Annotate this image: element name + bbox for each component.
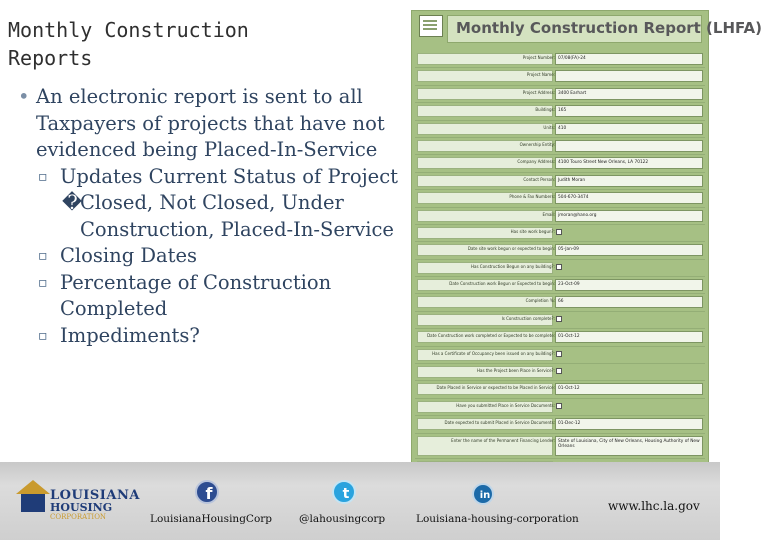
report-field-row (415, 294, 705, 311)
field-label: Has the Project been Place in Service?: (477, 368, 555, 374)
report-header (412, 11, 762, 48)
report-field-row (415, 225, 705, 242)
sub-bullet-impediments (14, 323, 414, 350)
report-field-row (415, 242, 705, 259)
report-field-row (415, 190, 705, 207)
field-checkbox[interactable] (556, 368, 562, 374)
report-form-screenshot (411, 10, 762, 472)
logo-house-shape (21, 494, 45, 512)
report-field-row (415, 364, 705, 381)
sub-bullet-marker: ▫ (38, 274, 48, 291)
sub-bullet-percentage (14, 270, 414, 323)
facebook-glyph: f (205, 484, 213, 503)
sub-sub-bullet-status-values (14, 190, 414, 243)
field-label: Date site work begun or expected to begin: (467, 246, 555, 252)
report-field-row (415, 138, 705, 155)
field-label: Buildings: (535, 107, 555, 113)
logo-text-line2: HOUSING (50, 501, 113, 514)
slide-title (8, 16, 388, 72)
bullet-text: An electronic report is sent to all Taxpayers of projects that have not evidenced being Placed-In-Service (36, 85, 385, 161)
field-label: Has site work begun?: (510, 228, 555, 234)
field-label: Project Number: (522, 55, 555, 60)
field-label-box (417, 123, 553, 135)
lhc-logo (16, 476, 140, 524)
report-field-row (415, 434, 705, 459)
report-field-row (415, 51, 705, 68)
logo-text-line1: LOUISIANA (50, 488, 140, 503)
field-checkbox[interactable] (556, 229, 562, 235)
report-field-row (415, 260, 705, 277)
report-field-row (415, 68, 705, 85)
field-label: Enter the name of the Permanent Financing Lender: (451, 437, 555, 443)
sub-bullet-text: Updates Current Status of Project (60, 164, 398, 188)
field-value[interactable]: jmoran@hano.org (555, 210, 703, 222)
field-label: Has a Certificate of Occupancy been issued on any building?: (432, 350, 555, 356)
document-icon (419, 15, 443, 37)
linkedin-glyph: in (479, 490, 491, 501)
field-value[interactable] (555, 140, 703, 152)
sub-bullet-text: Impediments? (60, 323, 200, 347)
facebook-label[interactable]: LouisianaHousingCorp (150, 513, 273, 525)
report-field-row (415, 208, 705, 225)
field-value[interactable]: 165 (555, 105, 703, 117)
logo-text-line3: CORPORATION (50, 513, 107, 521)
logo-roof-shape (16, 480, 50, 494)
field-checkbox[interactable] (556, 403, 562, 409)
field-label: Date Construction work Begun or Expected to begin: (449, 281, 555, 287)
field-value[interactable]: 05-Jan-09 (555, 244, 703, 256)
twitter-icon[interactable] (332, 480, 356, 504)
report-field-row (415, 103, 705, 120)
linkedin-icon[interactable] (472, 483, 494, 505)
field-checkbox[interactable] (556, 351, 562, 357)
field-value[interactable]: 4100 Touro Street New Orleans, LA 70122 (555, 157, 703, 169)
sub-bullet-marker: ▫ (38, 248, 48, 264)
report-field-row (415, 416, 705, 433)
field-label: Ownership Entity: (519, 141, 555, 147)
report-field-row (415, 381, 705, 398)
sub-sub-bullet-marker: � (62, 191, 82, 214)
slide-title-line1: Monthly Construction (8, 18, 249, 42)
field-label: Contact Person: (523, 176, 555, 182)
field-checkbox[interactable] (556, 264, 562, 270)
report-field-row (415, 312, 705, 329)
field-label: Project Name: (526, 72, 555, 78)
sub-bullet-text: Percentage of Construction Completed (60, 270, 332, 320)
sub-bullet-marker: ▫ (38, 327, 48, 344)
field-checkbox[interactable] (556, 316, 562, 322)
report-field-row (415, 277, 705, 294)
field-value[interactable]: 01-Oct-12 (555, 331, 703, 343)
field-value[interactable]: Judith Moran (555, 175, 703, 187)
report-title: Monthly Construction Report (LHFA) (456, 19, 762, 37)
field-value[interactable]: State of Louisiana, City of New Orleans, Housing Authority of New Orleans (555, 436, 703, 456)
slide-title-line2: Reports (8, 46, 93, 70)
sub-bullet-closing-dates (14, 243, 414, 270)
field-label: Date expected to submit Placed in Service Documents: (444, 420, 555, 426)
sub-bullet-marker: ▫ (38, 168, 48, 185)
field-label-box (417, 210, 553, 222)
field-label: Email: (542, 211, 555, 217)
field-label: Company Address: (517, 159, 555, 165)
report-field-row (415, 86, 705, 103)
report-field-row (415, 399, 705, 416)
field-value[interactable]: 3400 Earhart (555, 88, 703, 100)
website-link[interactable]: www.lhc.la.gov (608, 499, 700, 513)
sub-bullet-status (14, 164, 414, 191)
field-label: Date Placed in Service or expected to be Placed in Service: (436, 385, 555, 391)
bullet-item (14, 84, 414, 164)
report-field-row (415, 329, 705, 346)
bullet-list (14, 84, 414, 349)
field-value[interactable]: 23-Oct-09 (555, 279, 703, 291)
field-label: Units: (543, 124, 555, 130)
report-title-box (447, 15, 762, 43)
field-label: Project Address: (522, 89, 555, 95)
bullet-marker: • (18, 85, 30, 108)
field-label-box (417, 105, 553, 117)
field-value[interactable]: 01-Dec-12 (555, 418, 703, 430)
sub-bullet-text: Closing Dates (60, 244, 198, 267)
field-value[interactable]: 66 (555, 296, 703, 308)
report-field-row (415, 347, 705, 364)
report-field-row (415, 155, 705, 172)
field-label: Has Construction Begun on any building?: (470, 263, 555, 269)
field-value[interactable]: 07/08(FA)-24 (555, 53, 703, 65)
twitter-glyph: t (342, 486, 350, 502)
field-label: Have you submitted Place in Service Documents: (456, 402, 555, 408)
sub-sub-bullet-text: Closed, Not Closed, Under Construction, Placed-In-Service (80, 191, 394, 241)
report-field-row (415, 121, 705, 138)
report-field-row (415, 173, 705, 190)
field-value[interactable]: 410 (555, 123, 703, 135)
field-value[interactable]: 504-670-3474 (555, 192, 703, 204)
twitter-label[interactable]: @lahousingcorp (299, 513, 386, 525)
field-label: Completion %: (525, 298, 555, 304)
field-label: Phone & Fax Numbers: (509, 194, 555, 200)
field-label: Is Construction complete?: (501, 315, 555, 321)
field-value[interactable] (555, 70, 703, 82)
linkedin-label[interactable]: Louisiana-housing-corporation (416, 513, 579, 525)
report-fields (415, 51, 705, 476)
field-label: Date Construction work completed or Expected to be complete: (427, 333, 555, 339)
facebook-icon[interactable] (195, 480, 219, 504)
field-value[interactable]: 01-Oct-12 (555, 383, 703, 395)
